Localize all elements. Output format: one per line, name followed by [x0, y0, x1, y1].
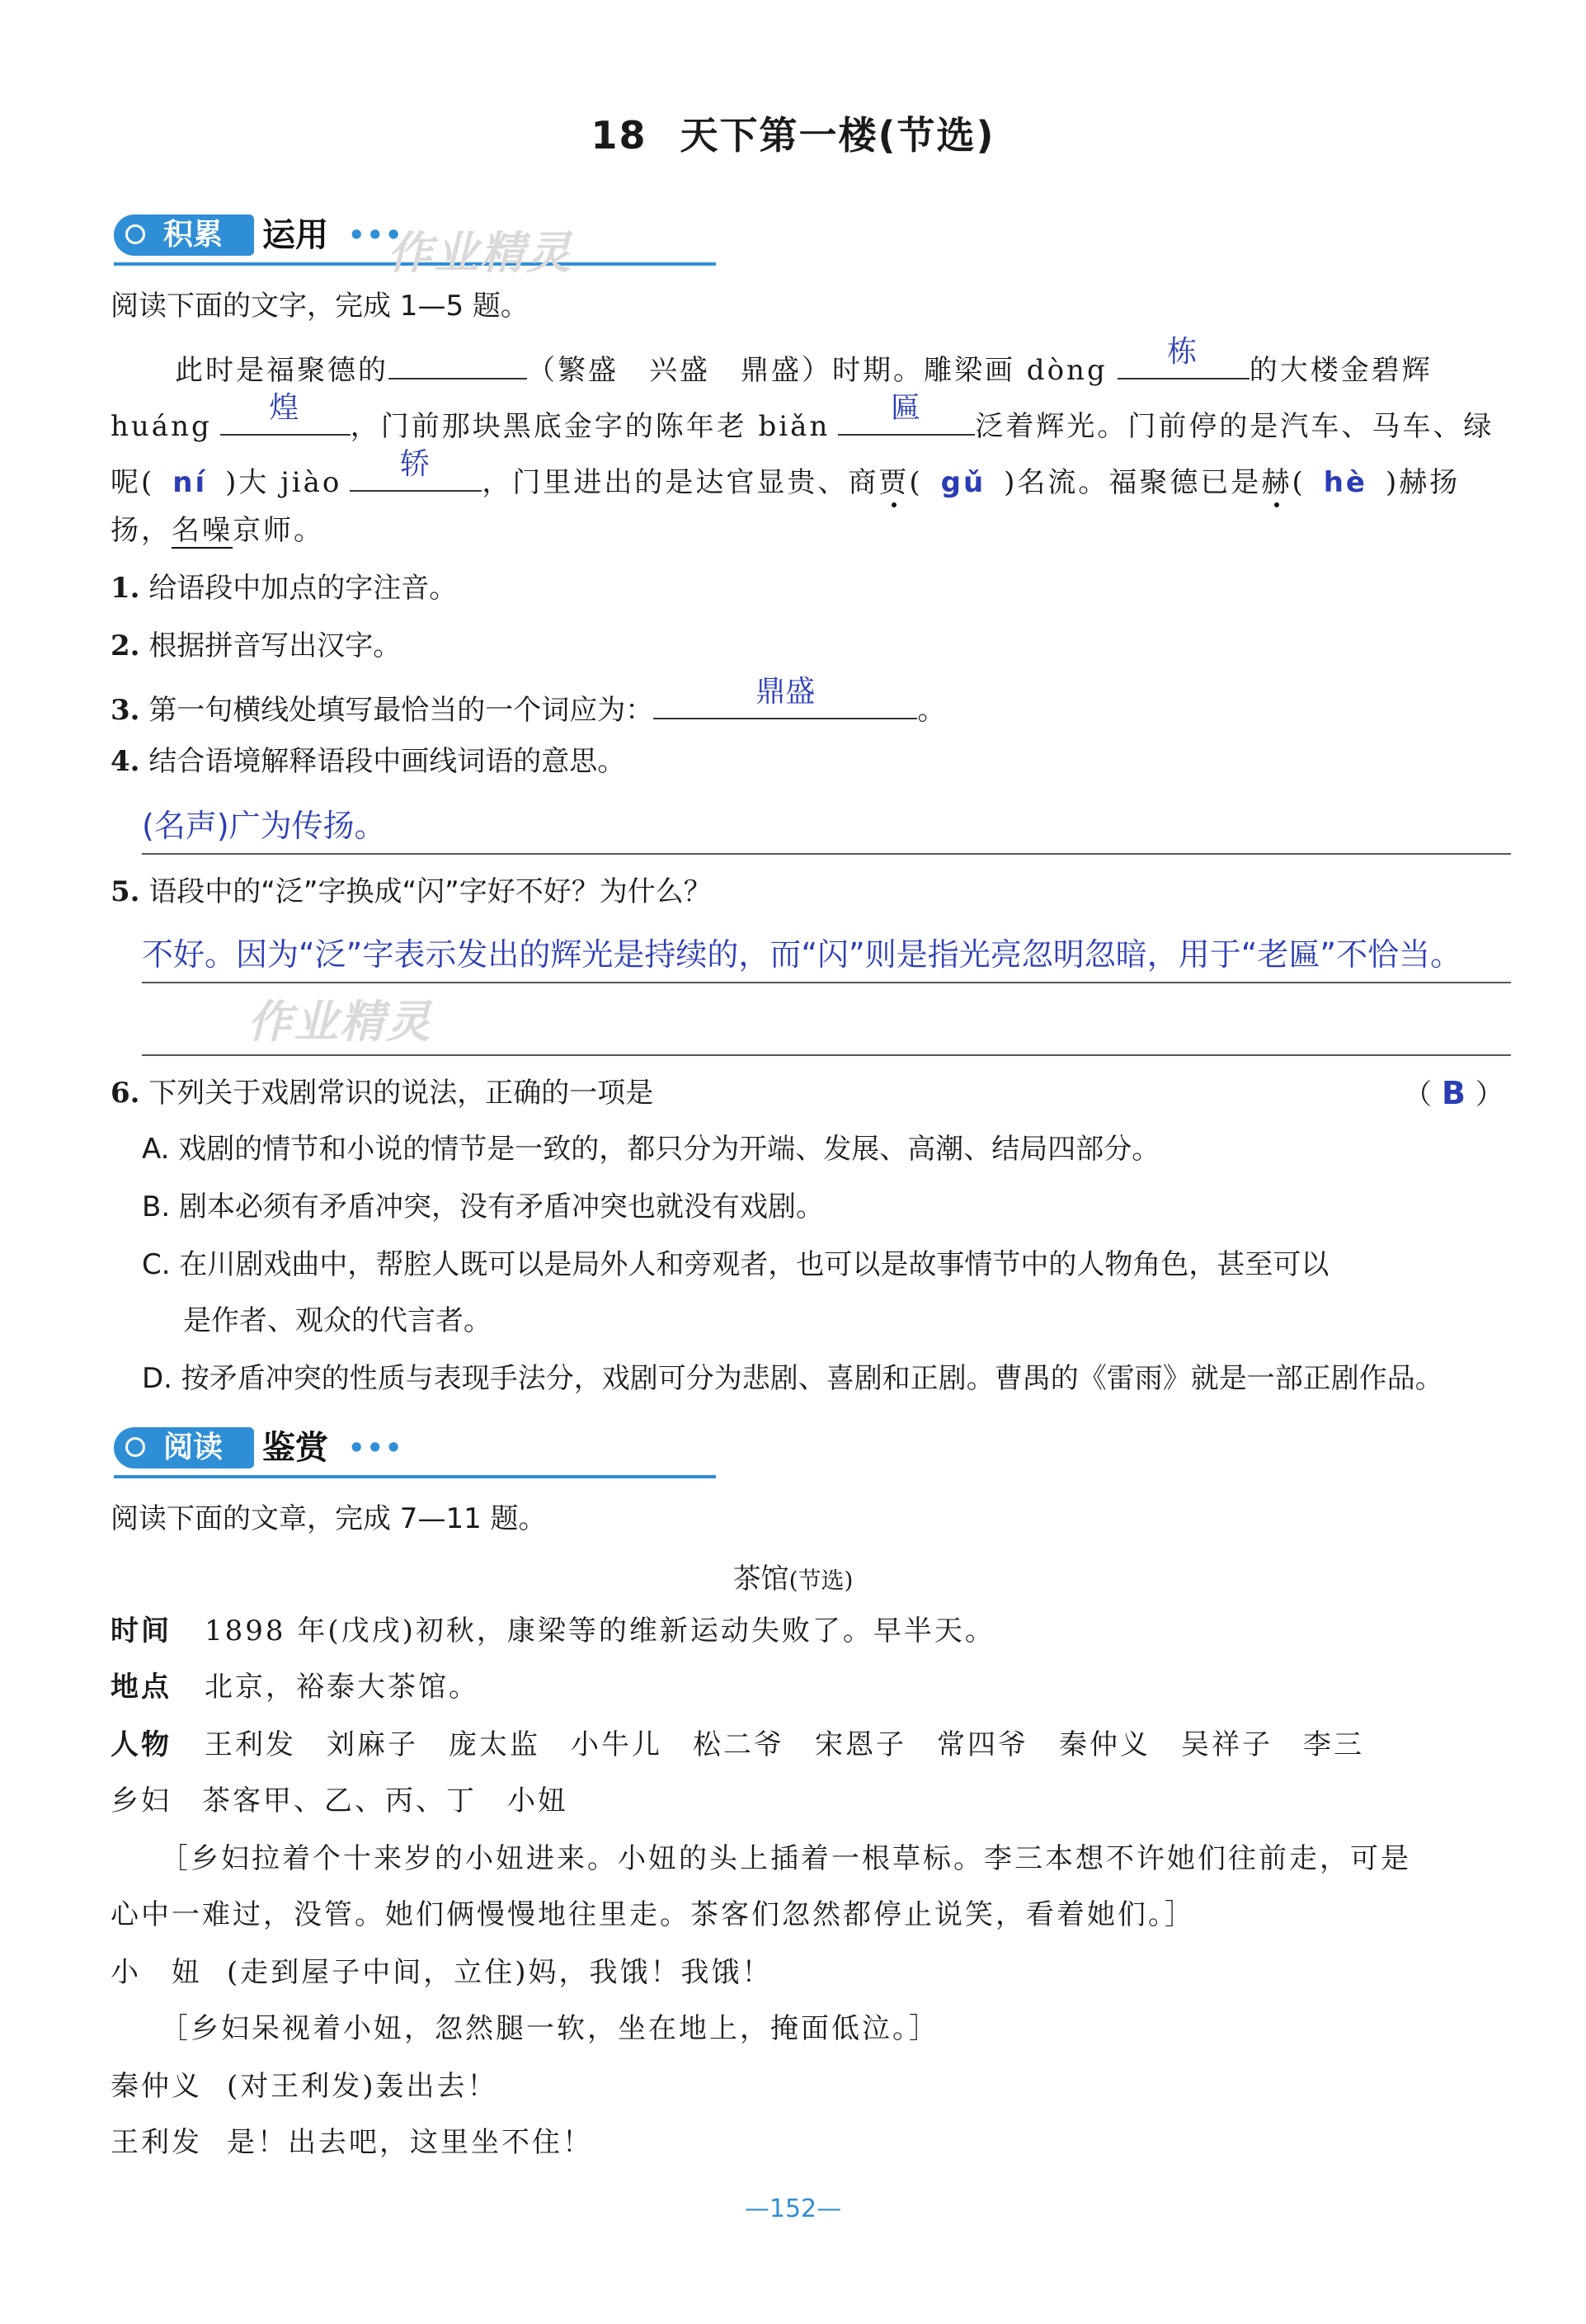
- blank-huang: [220, 391, 351, 436]
- question-4: 4. 结合语境解释语段中画线词语的意思。: [111, 745, 626, 778]
- passage-line-2: huáng 煌 ，门前那块黑底金字的陈年老 biǎn 匾 泛着辉光。门前停的是汽车、马车、绿: [111, 391, 1494, 443]
- instruction-1-5: 阅读下面的文字，完成 1—5 题。: [111, 290, 529, 323]
- option-c-line-1: C. 在川剧戏曲中，帮腔人既可以是局外人和旁观者，也可以是故事情节中的人物角色，甚至可以: [142, 1248, 1330, 1281]
- play-place: 地点 北京，裕泰大茶馆。: [111, 1671, 479, 1704]
- answer-q6: B: [1442, 1075, 1466, 1111]
- section-rule-2: [114, 1475, 716, 1478]
- watermark: 作业精灵: [388, 227, 572, 279]
- lesson-title-text: 天下第一楼(节选): [680, 113, 995, 158]
- watermark-2: 作业精灵: [247, 996, 432, 1048]
- section-dots: •••: [348, 219, 404, 251]
- section-title-rest-2: 鉴赏: [262, 1429, 328, 1467]
- play-people-2: 乡妇 茶客甲、乙、丙、丁 小妞: [111, 1784, 568, 1817]
- answer-gu: gǔ: [940, 466, 986, 499]
- dotted-char-he: 赫: [1261, 466, 1292, 499]
- option-b: B. 剧本必须有矛盾冲突，没有矛盾冲突也就没有戏剧。: [142, 1190, 824, 1223]
- answer-huang: 煌: [269, 391, 302, 425]
- passage-line-3: 呢( ní )大 jiào 轿 ，门里进出的是达官显贵、商贾( gǔ )名流。福聚德已是赫( hè )赫扬: [111, 447, 1461, 499]
- blank-q3-answer: [653, 675, 917, 719]
- dialogue-2: 秦仲义 (对王利发)轰出去！: [111, 2070, 498, 2103]
- blank-jiao: [350, 447, 482, 492]
- section-dots-2: •••: [348, 1432, 404, 1464]
- stage-direction-1b: 心中一难过，没管。她们俩慢慢地往里走。茶客们忽然都停止说笑，看着她们。］: [111, 1898, 1195, 1931]
- answer-q3: 鼎盛: [755, 675, 816, 709]
- question-6-answer-box: （ B ）: [1404, 1075, 1504, 1111]
- section-circle-icon-2: [125, 1437, 145, 1457]
- section-header-reading: [114, 1427, 741, 1477]
- blank-q3: [388, 345, 527, 379]
- answer-line-q4: [142, 853, 1511, 855]
- answer-jiao: 轿: [399, 447, 432, 481]
- answer-bian: 匾: [890, 391, 923, 425]
- dotted-char-gu: 贾: [878, 466, 910, 499]
- lesson-number: 18: [591, 113, 647, 158]
- stage-direction-1a: ［乡妇拉着个十来岁的小妞进来。小妞的头上插着一根草标。李三本想不许她们往前走，可是: [160, 1842, 1411, 1875]
- answer-q4: (名声)广为传扬。: [142, 808, 386, 844]
- underlined-word: 名噪: [172, 514, 233, 547]
- passage-line-4: 扬，名噪京师。: [111, 514, 324, 547]
- passage-line-1: 此时是福聚德的 （繁盛 兴盛 鼎盛）时期。雕梁画 dòng 栋 的大楼金碧辉: [175, 335, 1433, 387]
- section-tag-2: 阅读: [114, 1427, 254, 1468]
- answer-q5: 不好。因为“泛”字表示发出的辉光是持续的，而“闪”则是指光亮忽明忽暗，用于“老匾”不恰当。: [142, 936, 1462, 973]
- stage-direction-2: ［乡妇呆视着小妞，忽然腿一软，坐在地上，掩面低泣。］: [160, 2012, 939, 2045]
- answer-line-q5-2: [142, 1054, 1511, 1056]
- section-tag: 积累: [114, 214, 254, 256]
- option-c-line-2: 是作者、观众的代言者。: [183, 1304, 492, 1337]
- question-6: 6. 下列关于戏剧常识的说法，正确的一项是: [111, 1077, 654, 1110]
- dialogue-3: 王利发 是！出去吧，这里坐不住！: [111, 2126, 593, 2159]
- answer-ni: ní: [172, 466, 208, 499]
- option-a: A. 戏剧的情节和小说的情节是一致的，都只分为开端、发展、高潮、结局四部分。: [142, 1133, 1160, 1166]
- option-d: D. 按矛盾冲突的性质与表现手法分，戏剧可分为悲剧、喜剧和正剧。曹禺的《雷雨》就是一部正剧作品。: [142, 1362, 1443, 1395]
- answer-dong: 栋: [1167, 335, 1200, 369]
- answer-he: hè: [1323, 466, 1367, 499]
- question-3: 3. 第一句横线处填写最恰当的一个词应为： 鼎盛 。: [111, 675, 946, 727]
- instruction-7-11: 阅读下面的文章，完成 7—11 题。: [111, 1502, 547, 1535]
- answer-line-q5-1: [142, 982, 1511, 983]
- lesson-title: [0, 106, 1586, 160]
- question-5: 5. 语段中的“泛”字换成“闪”字好不好？为什么？: [111, 875, 712, 908]
- page-number: —152—: [744, 2194, 842, 2223]
- section-title-rest: 运用: [262, 216, 328, 254]
- question-2: 2. 根据拼音写出汉字。: [111, 629, 402, 662]
- play-people: 人物 王利发 刘麻子 庞太监 小牛儿 松二爷 宋恩子 常四爷 秦仲义 吴祥子 李三: [111, 1728, 1364, 1761]
- dialogue-1: 小 妞 (走到屋子中间，立住)妈，我饿！我饿！: [111, 1956, 773, 1989]
- blank-dong: [1118, 335, 1250, 379]
- play-time: 时间 1898 年(戊戌)初秋，康梁等的维新运动失败了。早半天。: [111, 1615, 995, 1648]
- blank-bian: [838, 391, 975, 436]
- question-1: 1. 给语段中加点的字注音。: [111, 572, 458, 605]
- section-circle-icon: [125, 224, 145, 244]
- play-title: 茶馆(节选): [732, 1563, 854, 1596]
